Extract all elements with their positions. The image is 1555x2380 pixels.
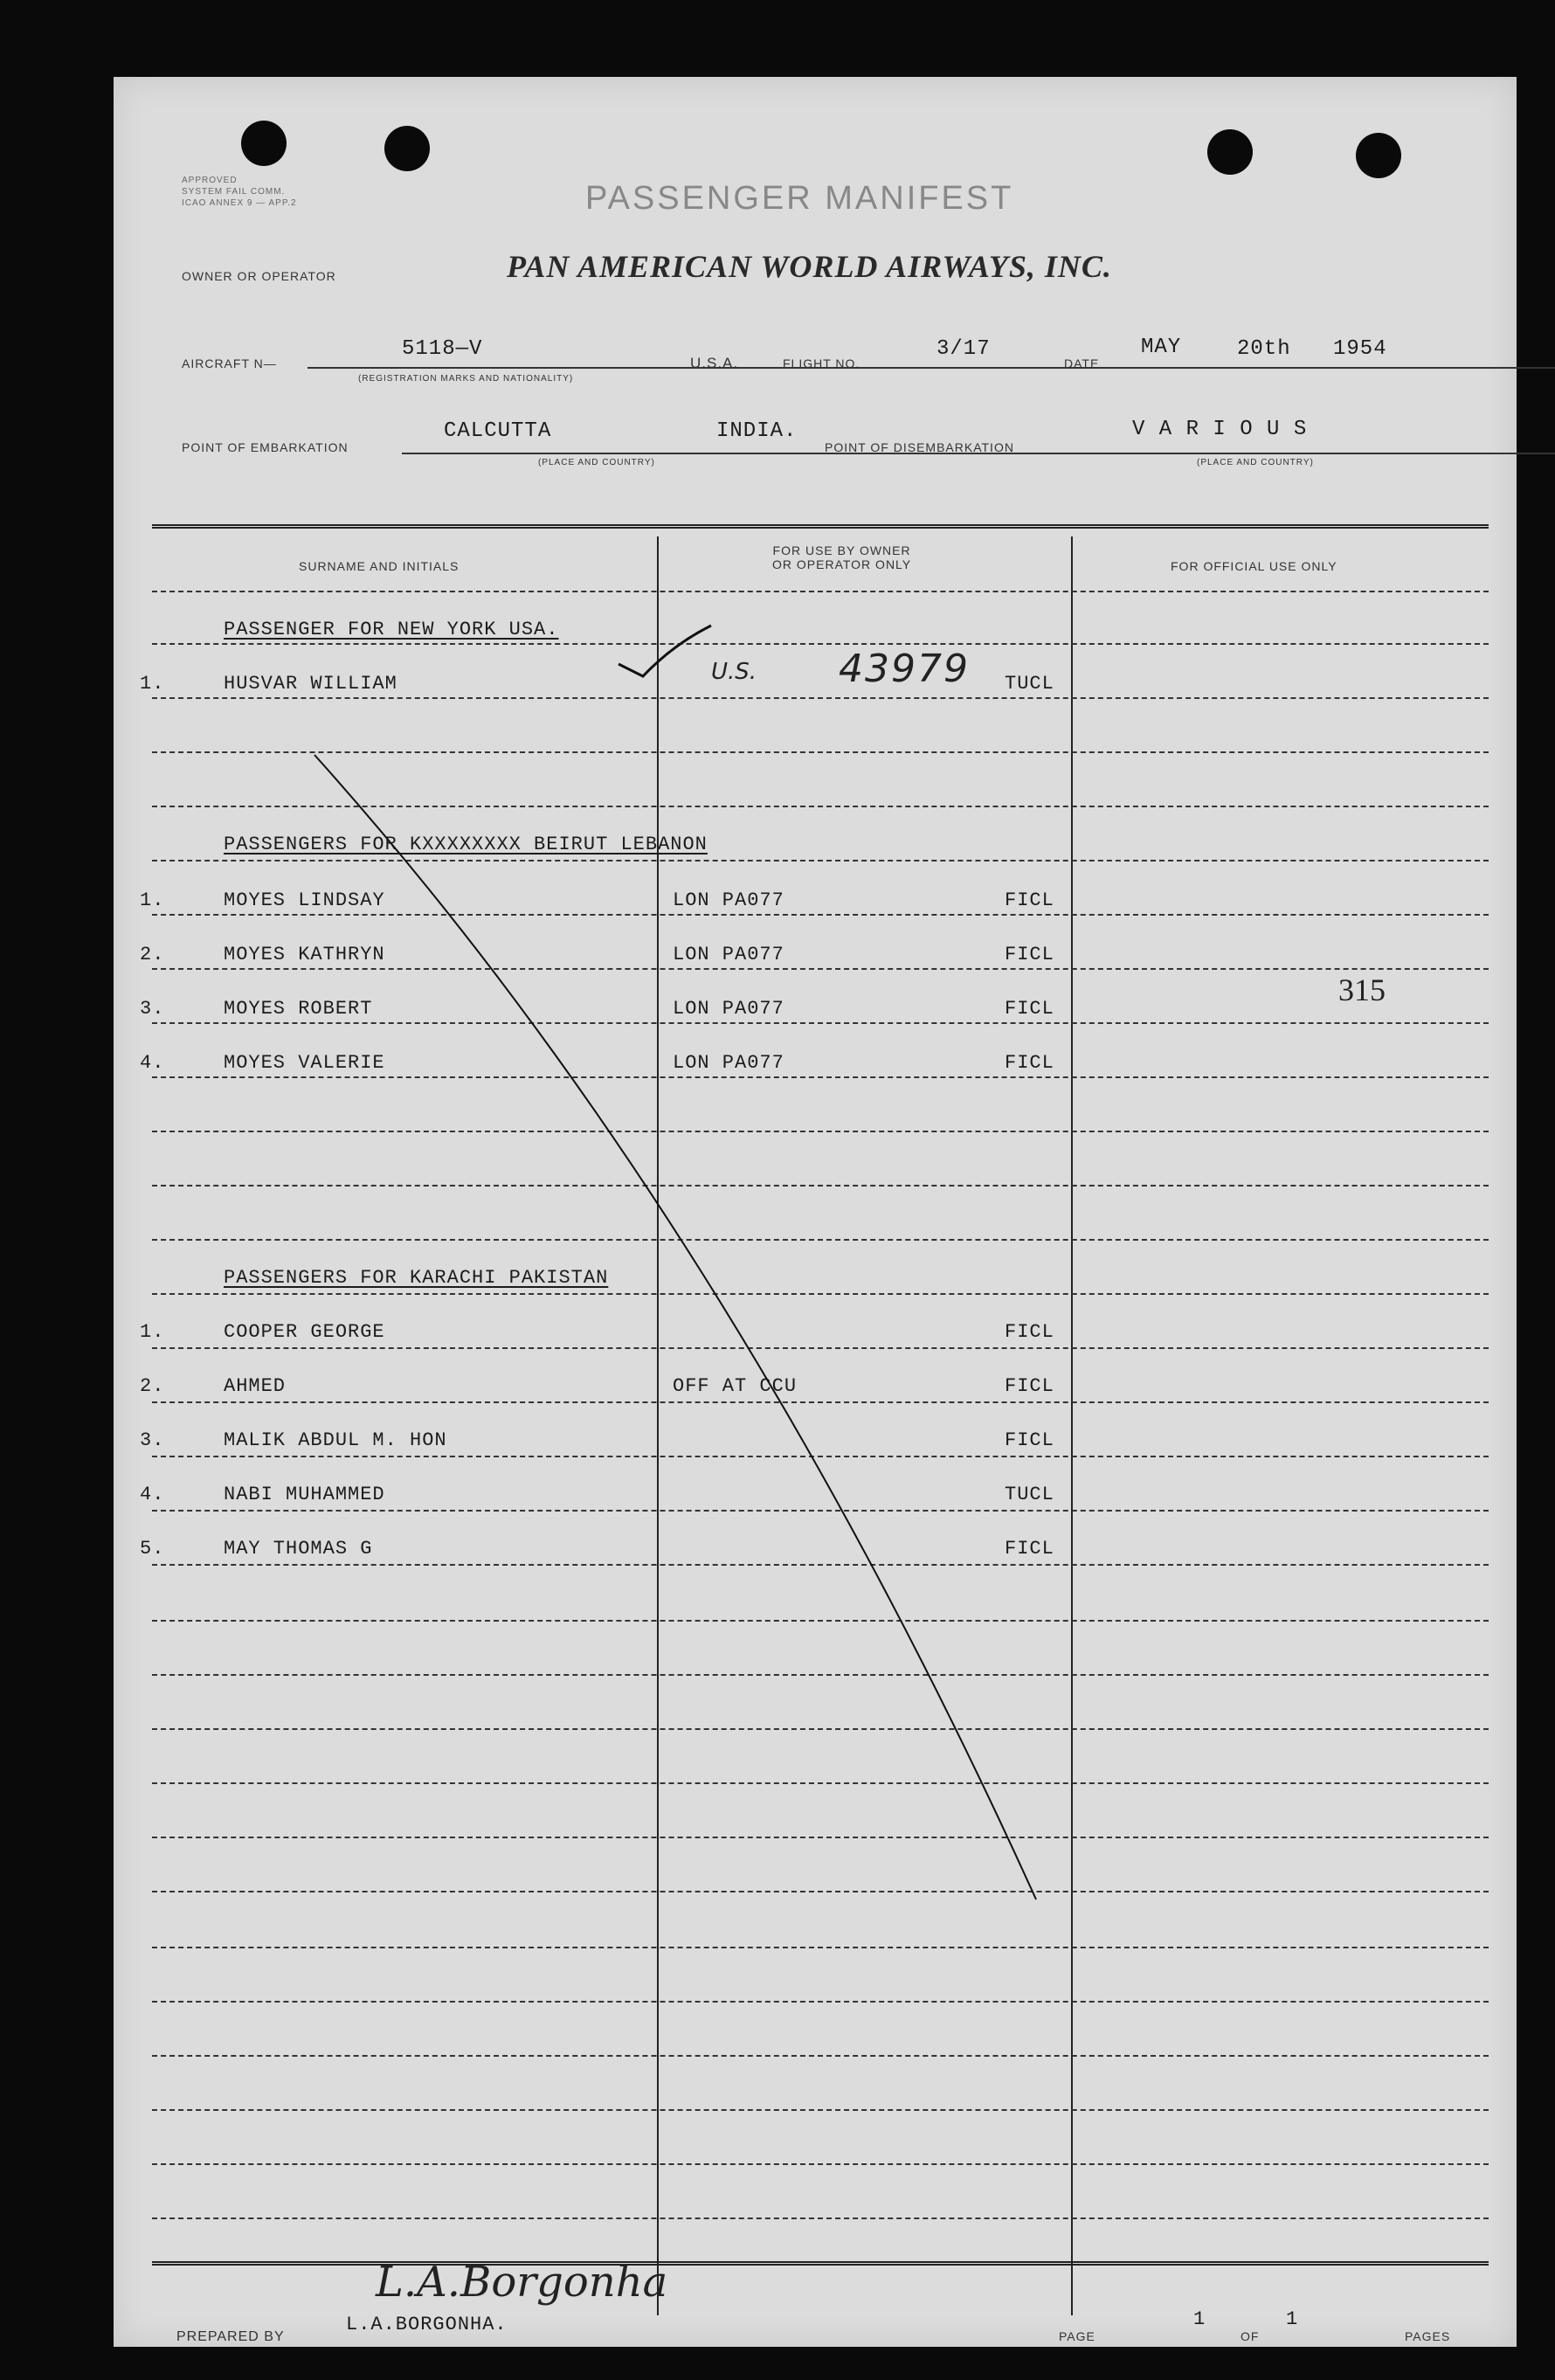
place-note: (PLACE AND COUNTRY)	[538, 458, 655, 467]
passenger-name: NABI MUHAMMED	[224, 1484, 385, 1505]
row-number: 5.	[140, 1538, 165, 1560]
page-number: 1	[1193, 2308, 1206, 2330]
owner-label: OWNER OR OPERATOR	[182, 269, 336, 283]
aircraft-label: AIRCRAFT N—	[182, 356, 277, 370]
passenger-name: COOPER GEORGE	[224, 1321, 385, 1343]
row-number: 1.	[140, 673, 165, 695]
pages-label: PAGES	[1405, 2329, 1451, 2343]
row-number: 4.	[140, 1052, 165, 1074]
column-header-owner: FOR USE BY OWNER OR OPERATOR ONLY	[772, 543, 912, 571]
usa-label: U.S.A.	[690, 355, 739, 371]
class-code: TUCL	[1005, 673, 1054, 695]
embarkation-country: INDIA.	[716, 419, 798, 443]
ticket-reference: LON PA077	[673, 998, 784, 1020]
row-number: 4.	[140, 1484, 165, 1505]
ticket-reference: LON PA077	[673, 889, 784, 911]
class-code: FICL	[1005, 944, 1054, 965]
column-header-official: FOR OFFICIAL USE ONLY	[1171, 559, 1337, 573]
of-label: OF	[1241, 2329, 1260, 2343]
date-month: MAY	[1141, 336, 1182, 359]
registration-note: (REGISTRATION MARKS AND NATIONALITY)	[358, 374, 574, 384]
checkmark	[619, 626, 711, 676]
passenger-name: MAY THOMAS G	[224, 1538, 373, 1560]
handwritten-ticket: 43979	[839, 647, 970, 691]
date-day: 20th	[1237, 337, 1291, 361]
passenger-name: HUSVAR WILLIAM	[224, 673, 397, 695]
class-code: FICL	[1005, 889, 1054, 911]
class-code: FICL	[1005, 1321, 1054, 1343]
class-code: FICL	[1005, 998, 1054, 1020]
prepared-by-label: PREPARED BY	[176, 2329, 285, 2344]
signature: L.A.Borgonha	[376, 2258, 668, 2307]
row-number: 2.	[140, 1375, 165, 1397]
pen-marks	[114, 77, 1517, 2347]
approval-stamp: APPROVED SYSTEM FAIL COMM. ICAO ANNEX 9 — APP.2	[182, 176, 297, 208]
passenger-name: MALIK ABDUL M. HON	[224, 1429, 447, 1451]
page-total: 1	[1286, 2308, 1299, 2330]
row-number: 1.	[140, 1321, 165, 1343]
page-title: PASSENGER MANIFEST	[585, 180, 1014, 217]
row-number: 1.	[140, 889, 165, 911]
disembarkation-label: POINT OF DISEMBARKATION	[825, 440, 1014, 454]
ticket-reference: LON PA077	[673, 944, 784, 965]
date-label: DATE	[1064, 356, 1100, 370]
row-number: 3.	[140, 1429, 165, 1451]
class-code: FICL	[1005, 1429, 1054, 1451]
row-number: 3.	[140, 998, 165, 1020]
manifest-page	[114, 77, 1517, 2347]
class-code: TUCL	[1005, 1484, 1054, 1505]
class-code: FICL	[1005, 1375, 1054, 1397]
aircraft-value: 5118—V	[402, 337, 483, 361]
embarkation-city: CALCUTTA	[444, 419, 552, 443]
place-note-2: (PLACE AND COUNTRY)	[1197, 458, 1314, 467]
passenger-name: MOYES LINDSAY	[224, 889, 385, 911]
ticket-reference: OFF AT CCU	[673, 1375, 798, 1397]
passenger-name: MOYES KATHRYN	[224, 944, 385, 965]
passenger-name: AHMED	[224, 1375, 287, 1397]
passenger-name: MOYES VALERIE	[224, 1052, 385, 1074]
official-mark: 315	[1338, 972, 1386, 1007]
preparer-name: L.A.BORGONHA.	[346, 2314, 508, 2335]
row-number: 2.	[140, 944, 165, 965]
section-heading-karachi: PASSENGERS FOR KARACHI PAKISTAN	[224, 1267, 609, 1289]
section-heading-beirut: PASSENGERS FOR KXXXXXXXX BEIRUT LEBANON	[224, 834, 708, 855]
column-header-surname: SURNAME AND INITIALS	[299, 559, 460, 573]
airline-name: PAN AMERICAN WORLD AIRWAYS, INC.	[507, 249, 1112, 284]
section-heading-new-york: PASSENGER FOR NEW YORK USA.	[224, 619, 559, 640]
date-year: 1954	[1333, 337, 1387, 361]
cancel-line	[314, 755, 1036, 1899]
passenger-name: MOYES ROBERT	[224, 998, 373, 1020]
disembarkation-value: V A R I O U S	[1132, 418, 1308, 441]
flight-value: 3/17	[936, 337, 991, 361]
handwritten-note: U.S.	[711, 659, 757, 685]
ticket-reference: LON PA077	[673, 1052, 784, 1074]
class-code: FICL	[1005, 1538, 1054, 1560]
flight-label: FLIGHT NO.	[783, 356, 860, 370]
class-code: FICL	[1005, 1052, 1054, 1074]
page-label: PAGE	[1059, 2329, 1095, 2343]
embarkation-label: POINT OF EMBARKATION	[182, 440, 349, 454]
